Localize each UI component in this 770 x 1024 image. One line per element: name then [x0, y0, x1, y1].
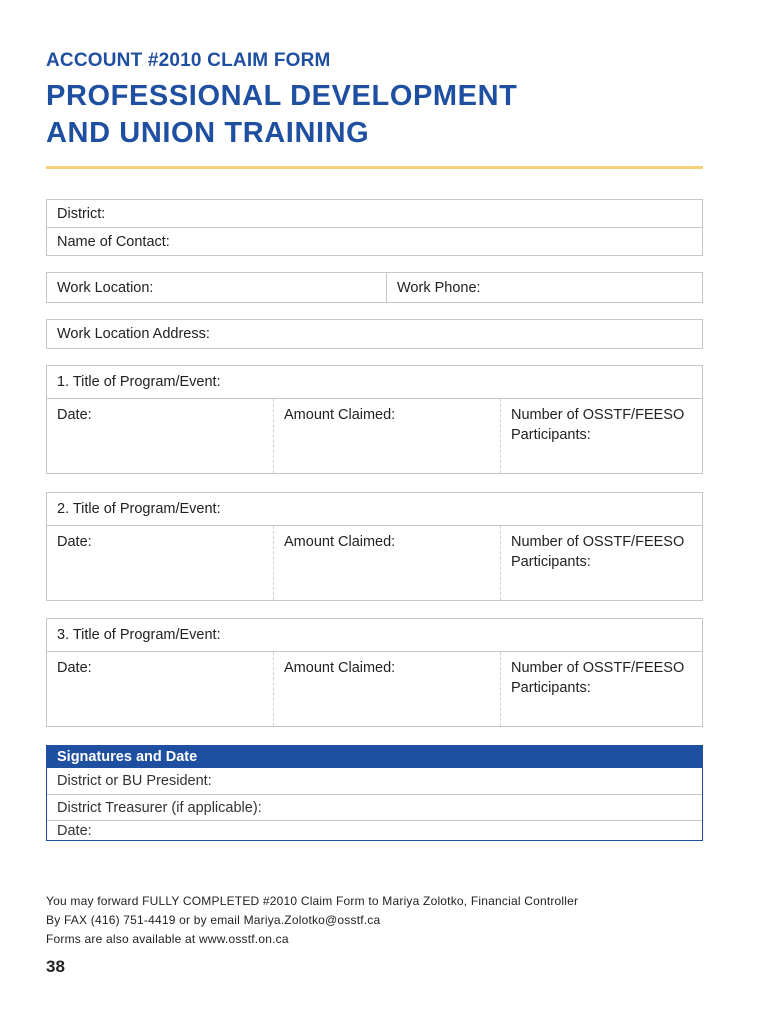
event-details-row	[47, 526, 702, 600]
event-title-field[interactable]	[47, 619, 702, 652]
event-amount-field[interactable]	[273, 526, 500, 600]
event-title-label: 1. Title of Program/Event:	[57, 374, 221, 390]
signature-date-label: Date:	[57, 822, 92, 839]
submission-instructions	[46, 892, 578, 949]
event-box-3	[46, 618, 703, 727]
title-divider	[46, 166, 703, 169]
district-label: District:	[57, 205, 106, 222]
treasurer-signature-label: District Treasurer (if applicable):	[57, 799, 262, 816]
event-participants-label: Number of OSSTF/FEESO	[511, 534, 685, 550]
signatures-box	[46, 745, 703, 841]
event-date-field[interactable]	[47, 526, 273, 600]
contact-box	[46, 199, 703, 256]
event-amount-label: Amount Claimed:	[284, 407, 396, 423]
event-box-1	[46, 365, 703, 474]
page-title	[46, 78, 517, 152]
signature-date-field[interactable]	[47, 820, 702, 840]
event-participants-field[interactable]	[500, 526, 702, 600]
event-amount-field[interactable]	[273, 652, 500, 726]
work-phone-field[interactable]	[386, 273, 702, 302]
event-amount-field[interactable]	[273, 399, 500, 473]
instructions-line-2: By FAX (416) 751-4419 or by email Mariya.Zolotko@osstf.ca	[46, 913, 381, 927]
event-participants-field[interactable]	[500, 652, 702, 726]
form-account-number: ACCOUNT #2010 CLAIM FORM	[46, 50, 331, 71]
event-participants-label: Number of OSSTF/FEESO	[511, 407, 685, 423]
event-participants-label: Number of OSSTF/FEESO	[511, 660, 685, 676]
work-box	[46, 272, 703, 303]
name-of-contact-label: Name of Contact:	[57, 233, 170, 250]
work-location-label: Work Location:	[57, 279, 154, 296]
event-amount-label: Amount Claimed:	[284, 660, 396, 676]
event-amount-label: Amount Claimed:	[284, 534, 396, 550]
event-box-2	[46, 492, 703, 601]
name-of-contact-field[interactable]	[47, 228, 702, 255]
work-location-address-field[interactable]	[47, 320, 702, 348]
event-date-field[interactable]	[47, 652, 273, 726]
work-row	[47, 273, 702, 302]
event-participants-field[interactable]	[500, 399, 702, 473]
event-date-label: Date:	[57, 660, 92, 676]
instructions-line-1: You may forward FULLY COMPLETED #2010 Claim Form to Mariya Zolotko, Financial Controller	[46, 894, 579, 908]
event-date-field[interactable]	[47, 399, 273, 473]
work-location-address-label: Work Location Address:	[57, 326, 210, 342]
work-phone-label: Work Phone:	[397, 279, 481, 296]
treasurer-signature-field[interactable]	[47, 794, 702, 820]
event-date-label: Date:	[57, 534, 92, 550]
event-title-label: 2. Title of Program/Event:	[57, 501, 221, 517]
event-participants-label-cont: Participants:	[511, 680, 591, 696]
president-signature-field[interactable]	[47, 768, 702, 794]
district-field[interactable]	[47, 200, 702, 228]
event-participants-label-cont: Participants:	[511, 427, 591, 443]
instructions-line-3: Forms are also available at www.osstf.on.ca	[46, 932, 289, 946]
page-title-line-1: PROFESSIONAL DEVELOPMENT	[46, 80, 518, 112]
event-date-label: Date:	[57, 407, 92, 423]
event-title-field[interactable]	[47, 493, 702, 526]
event-title-field[interactable]	[47, 366, 702, 399]
president-signature-label: District or BU President:	[57, 773, 212, 789]
event-details-row	[47, 399, 702, 473]
page-title-line-2: AND UNION TRAINING	[46, 117, 370, 149]
event-title-label: 3. Title of Program/Event:	[57, 627, 221, 643]
work-location-field[interactable]	[47, 273, 386, 302]
page-number: 38	[46, 957, 65, 976]
event-participants-label-cont: Participants:	[511, 554, 591, 570]
address-box	[46, 319, 703, 349]
event-details-row	[47, 652, 702, 726]
signatures-header: Signatures and Date	[47, 746, 702, 768]
